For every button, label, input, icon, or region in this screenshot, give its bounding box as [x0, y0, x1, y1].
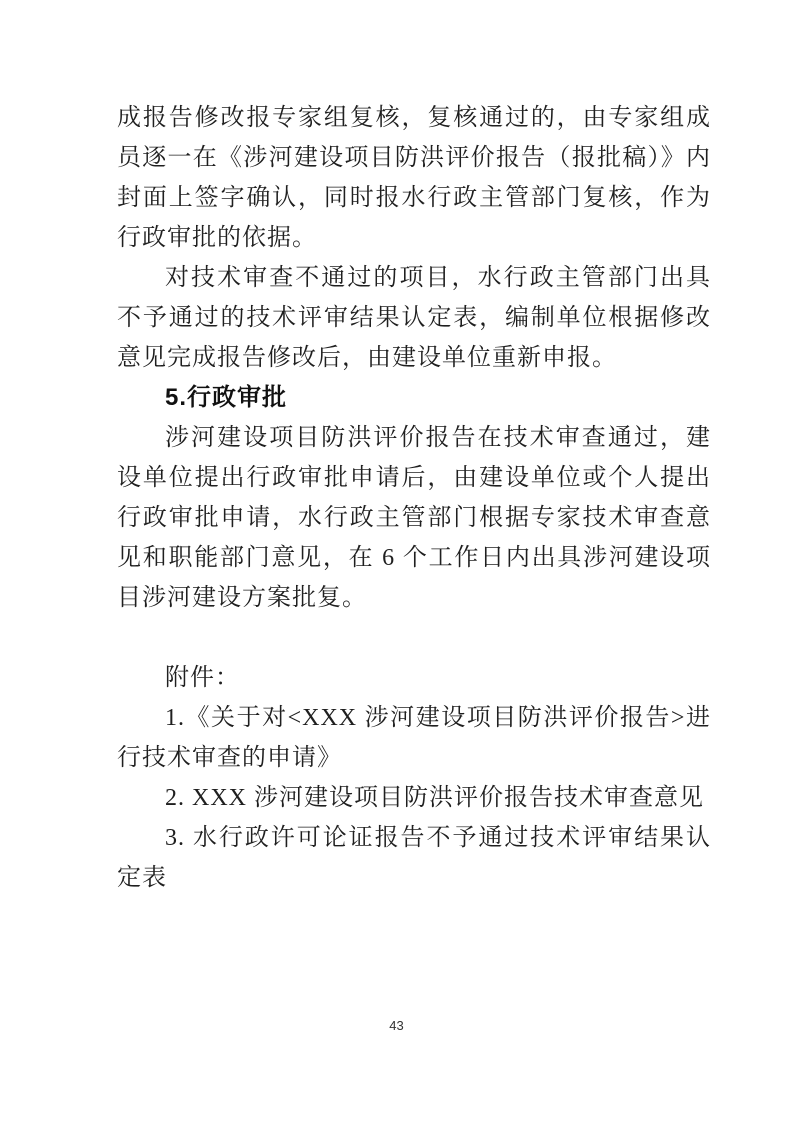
attachments-label: 附件：	[165, 665, 240, 691]
paragraph-approval-body: 涉河建设项目防洪评价报告在技术审查通过，建设单位提出行政审批申请后，由建设单位或个人提出行政审批申请，水行政主管部门根据专家技术审查意见和职能部门意见，在 6 个工作日内出具涉河建设项目涉河建设方案批复。	[117, 425, 711, 611]
page-number: 43	[389, 1018, 404, 1033]
document-content	[117, 98, 711, 898]
attachment-item-1: 1.《关于对<XXX 涉河建设项目防洪评价报告>进行技术审查的申请》	[117, 705, 711, 771]
attachment-item-2: 2. XXX 涉河建设项目防洪评价报告技术审查意见	[165, 785, 704, 811]
section-heading-administrative-approval: 5.行政审批	[165, 384, 288, 411]
paragraph-review-fail: 对技术审查不通过的项目，水行政主管部门出具不予通过的技术评审结果认定表，编制单位根据修改意见完成报告修改后，由建设单位重新申报。	[117, 265, 711, 371]
paragraph-continuation: 成报告修改报专家组复核，复核通过的，由专家组成员逐一在《涉河建设项目防洪评价报告（报批稿）》内封面上签字确认，同时报水行政主管部门复核，作为行政审批的依据。	[117, 105, 711, 251]
blank-line	[117, 618, 711, 658]
attachment-item-3: 3. 水行政许可论证报告不予通过技术评审结果认定表	[117, 825, 711, 891]
